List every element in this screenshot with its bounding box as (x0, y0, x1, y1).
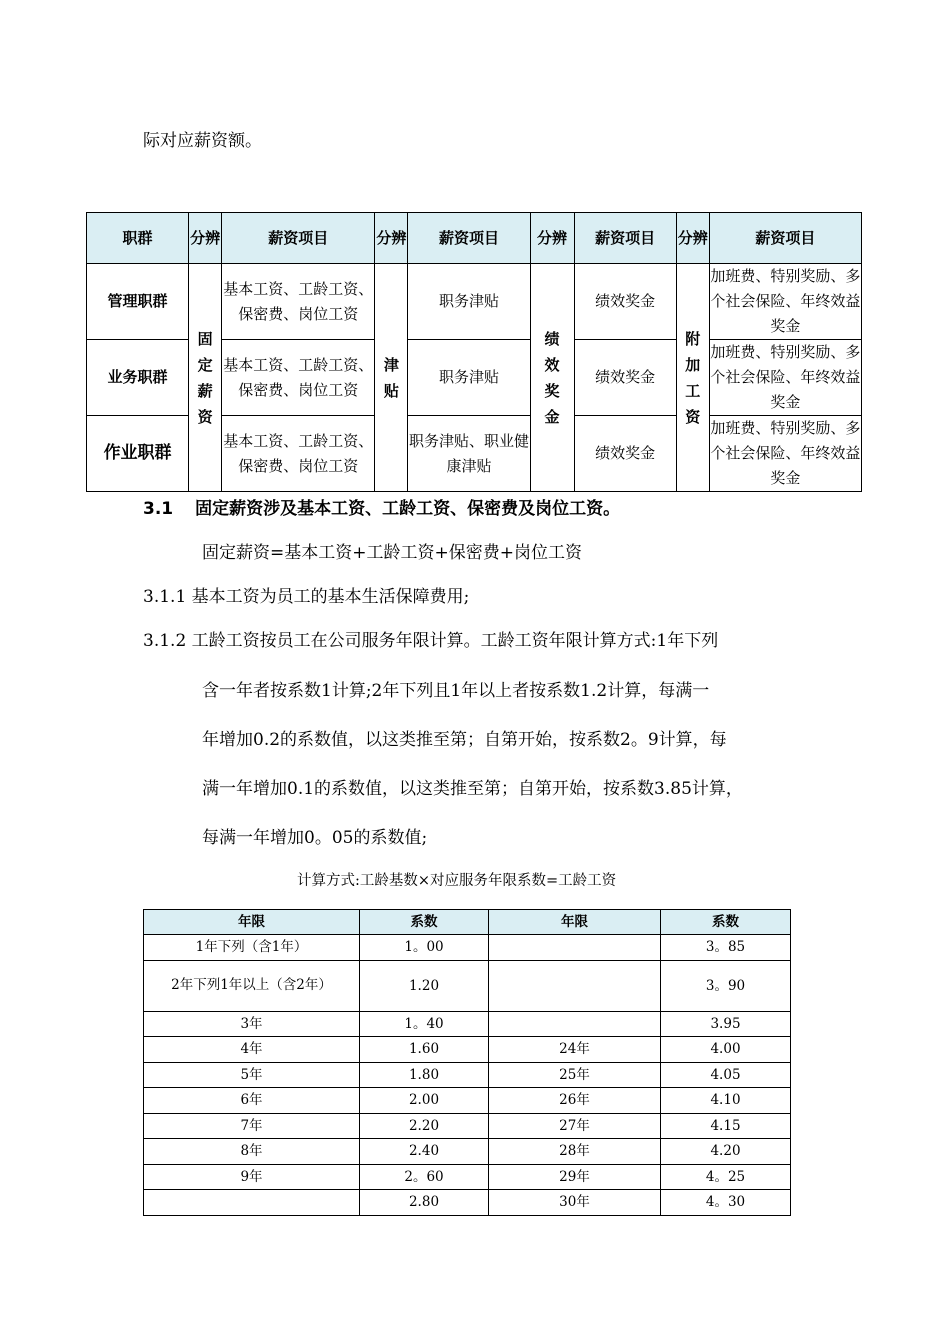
header-cell: 分辨 (530, 213, 574, 264)
item-number: 3.1.2 (143, 631, 187, 651)
category-allowance: 津贴 (375, 264, 408, 492)
table-row (144, 1190, 791, 1216)
years-cell: 6年 (144, 1088, 360, 1114)
years-cell: 25年 (489, 1062, 661, 1088)
item-line: 满一年增加0.1的系数值，以这类推至第；自第开始，按系数3.85计算， (202, 779, 743, 799)
coef-cell: 3。90 (661, 960, 791, 1011)
header-cell: 系数 (661, 910, 791, 935)
years-cell: 28年 (489, 1139, 661, 1165)
bonus-items: 绩效奖金 (574, 340, 676, 416)
years-cell: 2年下列1年以上（含2年） (144, 960, 360, 1011)
fixed-items: 基本工资、工龄工资、保密费、岗位工资 (222, 416, 375, 492)
item-3-1-1 (143, 582, 469, 607)
category-bonus: 绩效奖金 (530, 264, 574, 492)
salary-table-header (87, 213, 862, 264)
table-row (144, 960, 791, 1011)
coefficient-table (143, 909, 791, 1216)
coef-cell: 1.80 (360, 1062, 489, 1088)
calc-caption: 计算方式:工龄基数×对应服务年限系数=工龄工资 (297, 873, 617, 889)
salary-structure-table (86, 212, 862, 492)
formula-text: 固定薪资=基本工资+工龄工资+保密费+岗位工资 (202, 543, 582, 563)
coef-cell: 2.80 (360, 1190, 489, 1216)
table-row (144, 1088, 791, 1114)
item-text: 基本工资为员工的基本生活保障费用; (191, 587, 470, 607)
header-cell: 分辨 (676, 213, 709, 264)
group-name: 作业职群 (87, 416, 189, 492)
years-cell: 7年 (144, 1113, 360, 1139)
coef-cell: 1.20 (360, 960, 489, 1011)
table-row (144, 1113, 791, 1139)
table-row (144, 1062, 791, 1088)
coef-cell: 2.00 (360, 1088, 489, 1114)
coef-cell: 1。40 (360, 1011, 489, 1037)
coef-cell: 4。30 (661, 1190, 791, 1216)
years-cell (489, 935, 661, 961)
coef-cell: 3。85 (661, 935, 791, 961)
header-cell: 薪资项目 (408, 213, 530, 264)
header-cell: 系数 (360, 910, 489, 935)
header-cell: 年限 (144, 910, 360, 935)
extra-items: 加班费、特别奖励、多个社会保险、年终效益奖金 (709, 340, 861, 416)
table-row (144, 1139, 791, 1165)
extra-items: 加班费、特别奖励、多个社会保险、年终效益奖金 (709, 264, 861, 340)
header-cell: 职群 (87, 213, 189, 264)
section-3-1-heading (143, 494, 620, 519)
header-cell: 薪资项目 (574, 213, 676, 264)
coef-cell: 4.20 (661, 1139, 791, 1165)
item-3-1-2 (143, 626, 718, 651)
years-cell: 30年 (489, 1190, 661, 1216)
years-cell: 5年 (144, 1062, 360, 1088)
coef-cell: 4.05 (661, 1062, 791, 1088)
header-cell: 年限 (489, 910, 661, 935)
years-cell (489, 960, 661, 1011)
years-cell: 4年 (144, 1037, 360, 1063)
years-cell: 3年 (144, 1011, 360, 1037)
header-cell: 分辨 (375, 213, 408, 264)
years-cell: 8年 (144, 1139, 360, 1165)
allowance-items: 职务津贴 (408, 340, 530, 416)
coef-cell: 4.10 (661, 1088, 791, 1114)
coef-cell: 2.20 (360, 1113, 489, 1139)
allowance-items: 职务津贴、职业健康津贴 (408, 416, 530, 492)
coef-cell: 1.60 (360, 1037, 489, 1063)
coef-cell: 2.40 (360, 1139, 489, 1165)
allowance-items: 职务津贴 (408, 264, 530, 340)
table-row (144, 1037, 791, 1063)
category-extra: 附加工资 (676, 264, 709, 492)
intro-text: 际对应薪资额。 (143, 131, 262, 151)
coef-cell: 4。25 (661, 1164, 791, 1190)
header-cell: 薪资项目 (222, 213, 375, 264)
years-cell: 24年 (489, 1037, 661, 1063)
header-cell: 分辨 (189, 213, 222, 264)
category-fixed: 固定薪资 (189, 264, 222, 492)
group-name: 管理职群 (87, 264, 189, 340)
group-name: 业务职群 (87, 340, 189, 416)
item-line: 每满一年增加0。05的系数值; (202, 828, 428, 848)
bonus-items: 绩效奖金 (574, 264, 676, 340)
table-row (87, 264, 862, 340)
table-row (144, 1164, 791, 1190)
coef-cell: 4.15 (661, 1113, 791, 1139)
coef-cell: 3.95 (661, 1011, 791, 1037)
fixed-items: 基本工资、工龄工资、保密费、岗位工资 (222, 264, 375, 340)
coef-cell: 1。00 (360, 935, 489, 961)
section-number: 3.1 (143, 499, 174, 519)
item-line: 含一年者按系数1计算;2年下列且1年以上者按系数1.2计算，每满一 (202, 681, 710, 701)
years-cell (489, 1011, 661, 1037)
years-cell: 1年下列（含1年） (144, 935, 360, 961)
table-row (144, 1011, 791, 1037)
item-line: 年增加0.2的系数值，以这类推至第；自第开始，按系数2。9计算，每 (202, 730, 727, 750)
coef-table-header (144, 910, 791, 935)
extra-items: 加班费、特别奖励、多个社会保险、年终效益奖金 (709, 416, 861, 492)
years-cell: 9年 (144, 1164, 360, 1190)
table-row (144, 935, 791, 961)
years-cell: 26年 (489, 1088, 661, 1114)
coef-cell: 2。60 (360, 1164, 489, 1190)
years-cell: 27年 (489, 1113, 661, 1139)
header-cell: 薪资项目 (709, 213, 861, 264)
fixed-items: 基本工资、工龄工资、保密费、岗位工资 (222, 340, 375, 416)
item-line: 工龄工资按员工在公司服务年限计算。工龄工资年限计算方式:1年下列 (191, 631, 719, 651)
section-title: 固定薪资涉及基本工资、工龄工资、保密费及岗位工资。 (195, 499, 621, 519)
years-cell (144, 1190, 360, 1216)
bonus-items: 绩效奖金 (574, 416, 676, 492)
item-number: 3.1.1 (143, 587, 187, 607)
years-cell: 29年 (489, 1164, 661, 1190)
coef-cell: 4.00 (661, 1037, 791, 1063)
